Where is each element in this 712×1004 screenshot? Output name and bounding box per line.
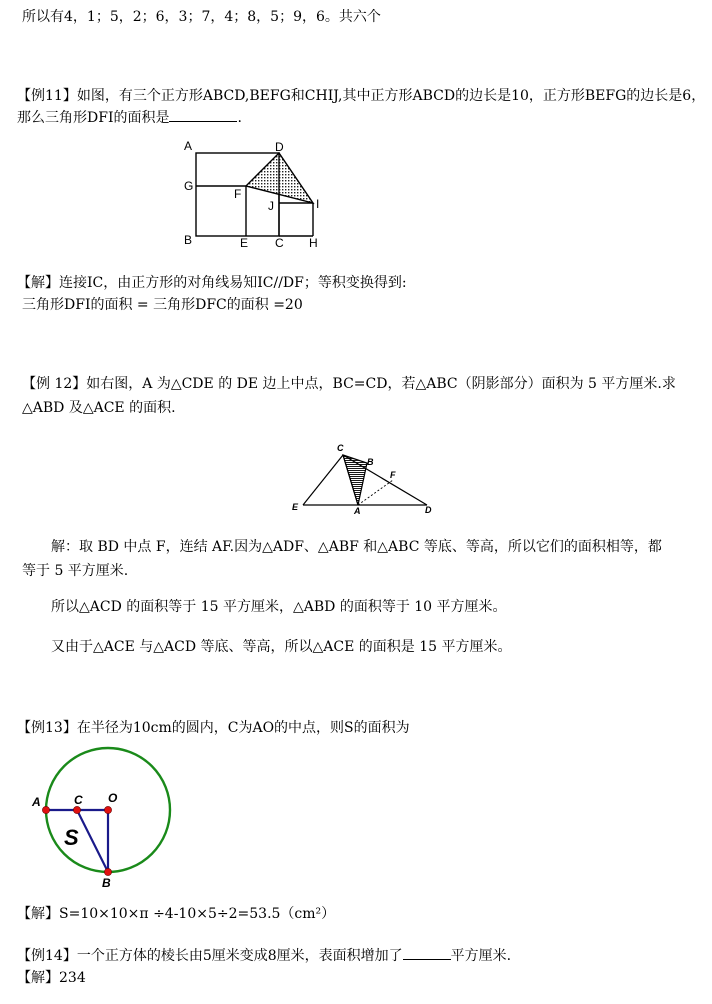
label-i: I	[316, 197, 320, 211]
label-b: B	[102, 876, 111, 890]
point-o	[104, 806, 111, 813]
ex13-answer-tag: 【解】	[17, 906, 59, 922]
point-c	[73, 806, 80, 813]
label-a: A	[354, 506, 361, 516]
ex11-question-part1: 如图，有三个正方形ABCD,BEFG和CHIJ,其中正方形ABCD的边长是10，正方形BEFG的边长是6，	[76, 88, 706, 104]
ex13-question-text: 在半径为10cm的圆内，C为AO的中点，则S的面积为	[76, 720, 410, 736]
ex12-answer-line2: 等于 5 平方厘米.	[22, 563, 129, 579]
label-c: C	[275, 236, 284, 250]
label-a: A	[32, 795, 41, 809]
label-d: D	[275, 140, 284, 154]
label-b: B	[367, 457, 374, 467]
label-d: D	[425, 505, 432, 515]
ex14-question	[17, 947, 511, 965]
segment-cb	[77, 810, 108, 872]
label-b: B	[184, 233, 193, 247]
ex13-answer	[17, 905, 335, 923]
ex14-tag: 【例14】	[17, 948, 77, 964]
label-h: H	[309, 236, 318, 250]
ex11-question-part2: 那么三角形DFI的面积是	[17, 110, 170, 126]
ex13-answer-text: S=10×10×π ÷4-10×5÷2=53.5（cm²）	[59, 906, 336, 922]
ex14-answer-text: 234	[59, 970, 86, 986]
ex13-tag: 【例13】	[17, 720, 77, 736]
ex14-answer-blank	[403, 959, 451, 960]
ex12-answer-line3: 所以△ACD 的面积等于 15 平方厘米，△ABD 的面积等于 10 平方厘米。	[51, 599, 507, 615]
label-f: F	[390, 470, 396, 480]
label-e: E	[240, 236, 249, 250]
point-a	[42, 806, 49, 813]
label-c: C	[337, 443, 344, 453]
label-c: C	[74, 793, 83, 807]
ex11-answer-text1: 连接IC，由正方形的对角线易知IC//DF；等积变换得到:	[59, 275, 407, 291]
ex12-question-part1: 如右图，A 为△CDE 的 DE 边上中点，BC=CD，若△ABC（阴影部分）面积为 5 平方厘米.求	[86, 376, 676, 392]
ex14-answer-tag: 【解】	[17, 970, 59, 986]
ex12-answer-line4: 又由于△ACE 与△ACD 等底、等高，所以△ACE 的面积是 15 平方厘米。	[51, 639, 512, 655]
label-s: S	[64, 825, 79, 850]
ex11-question-end: .	[237, 110, 242, 126]
point-b	[104, 868, 111, 875]
ex12-answer-line1: 解：取 BD 中点 F，连结 AF.因为△ADF、△ABF 和△ABC 等底、等高，所以它们的面积相等，都	[51, 539, 662, 555]
ex14-question-part1: 一个正方体的棱长由5厘米变成8厘米，表面积增加了	[76, 948, 403, 964]
ex12-tag: 【例 12】	[22, 376, 87, 392]
label-j: J	[268, 199, 274, 213]
ex11-answer-line2: 三角形DFI的面积 = 三角形DFC的面积 =20	[22, 297, 303, 313]
ex12-question-line2: △ABD 及△ACE 的面积.	[22, 400, 176, 416]
ex14-answer	[17, 969, 86, 987]
ex11-tag: 【例11】	[17, 88, 77, 104]
label-a: A	[184, 139, 193, 153]
top-line: 所以有4，1；5，2；6，3；7，4；8，5；9，6。共六个	[22, 9, 381, 25]
label-o: O	[108, 791, 118, 805]
ex14-question-part2: 平方厘米.	[450, 948, 512, 964]
ex11-answer-tag: 【解】	[17, 275, 59, 291]
label-g: G	[184, 179, 194, 193]
label-f: F	[234, 187, 242, 201]
label-e: E	[292, 502, 299, 512]
